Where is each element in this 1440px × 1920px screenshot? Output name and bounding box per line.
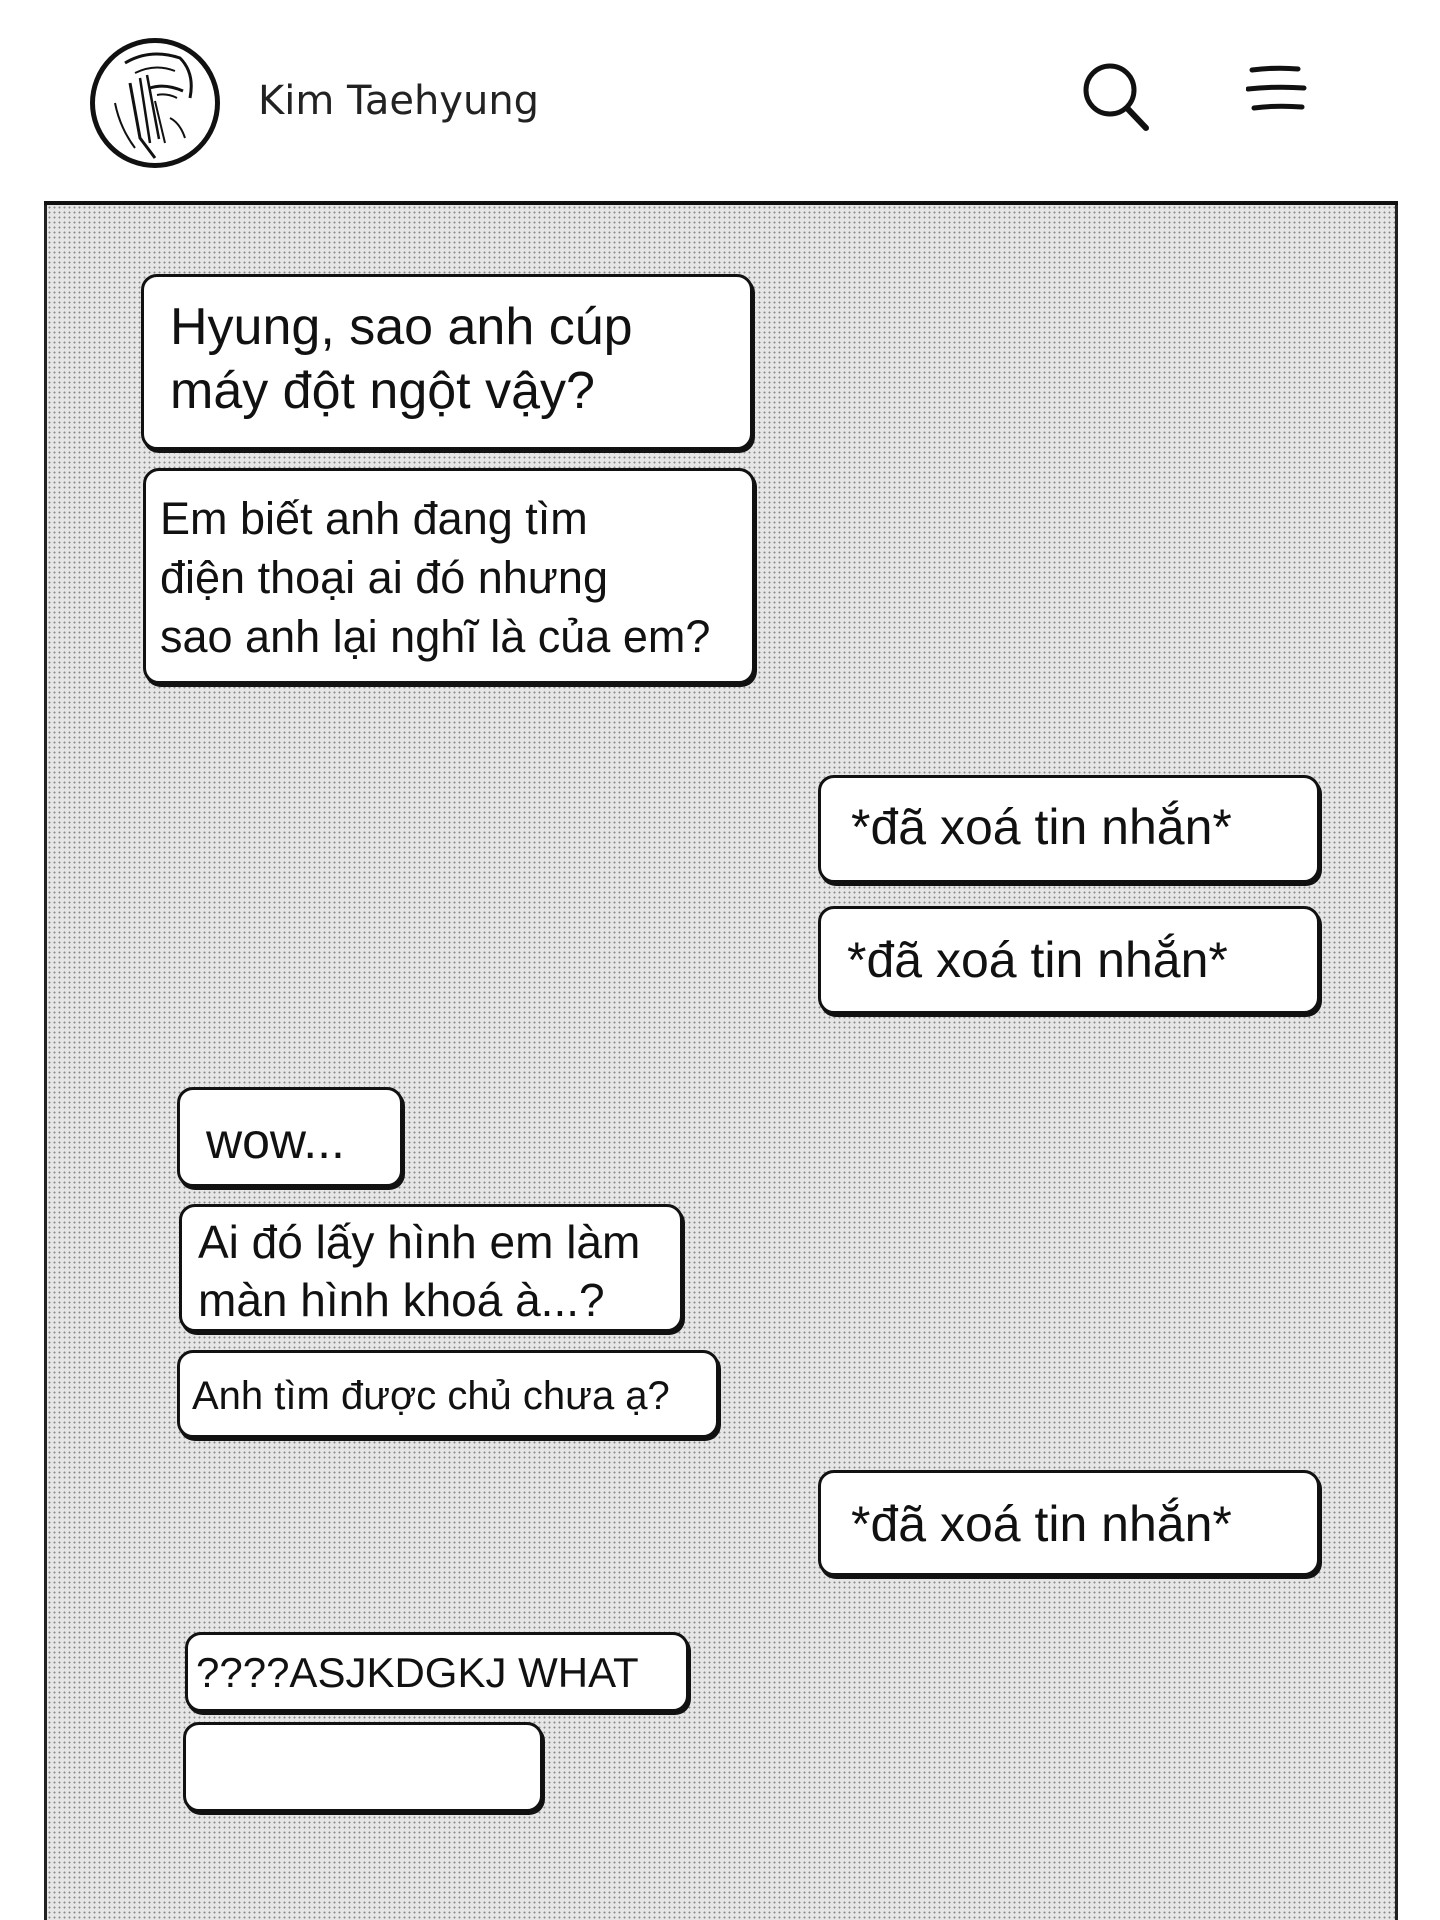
avatar[interactable] [90,38,220,168]
contact-name: Kim Taehyung [258,78,540,124]
message-bubble-received[interactable]: Anh tìm được chủ chưa ạ? [177,1350,719,1438]
chat-header [0,0,1440,203]
message-bubble-sent[interactable]: *đã xoá tin nhắn* [818,775,1320,883]
message-bubble-received[interactable]: wow... [177,1087,403,1187]
search-button[interactable] [1080,60,1152,132]
message-bubble-received-emoji[interactable] [183,1722,543,1812]
menu-button[interactable] [1246,64,1308,114]
hamburger-menu-icon [1246,64,1308,114]
search-icon [1080,60,1152,132]
message-bubble-received[interactable]: ????ASJKDGKJ WHAT [185,1632,689,1712]
portrait-sketch-icon [95,43,215,163]
message-bubble-received[interactable]: Ai đó lấy hình em làm màn hình khoá à...? [179,1204,683,1332]
message-bubble-received[interactable]: Em biết anh đang tìm điện thoại ai đó nhưng sao anh lại nghĩ là của em? [143,468,755,684]
flushed-face-emoji-icon [210,1780,276,1812]
message-bubble-sent[interactable]: *đã xoá tin nhắn* [818,1470,1320,1576]
message-bubble-received[interactable]: Hyung, sao anh cúp máy đột ngột vậy? [141,274,753,450]
message-bubble-sent[interactable]: *đã xoá tin nhắn* [818,906,1320,1014]
